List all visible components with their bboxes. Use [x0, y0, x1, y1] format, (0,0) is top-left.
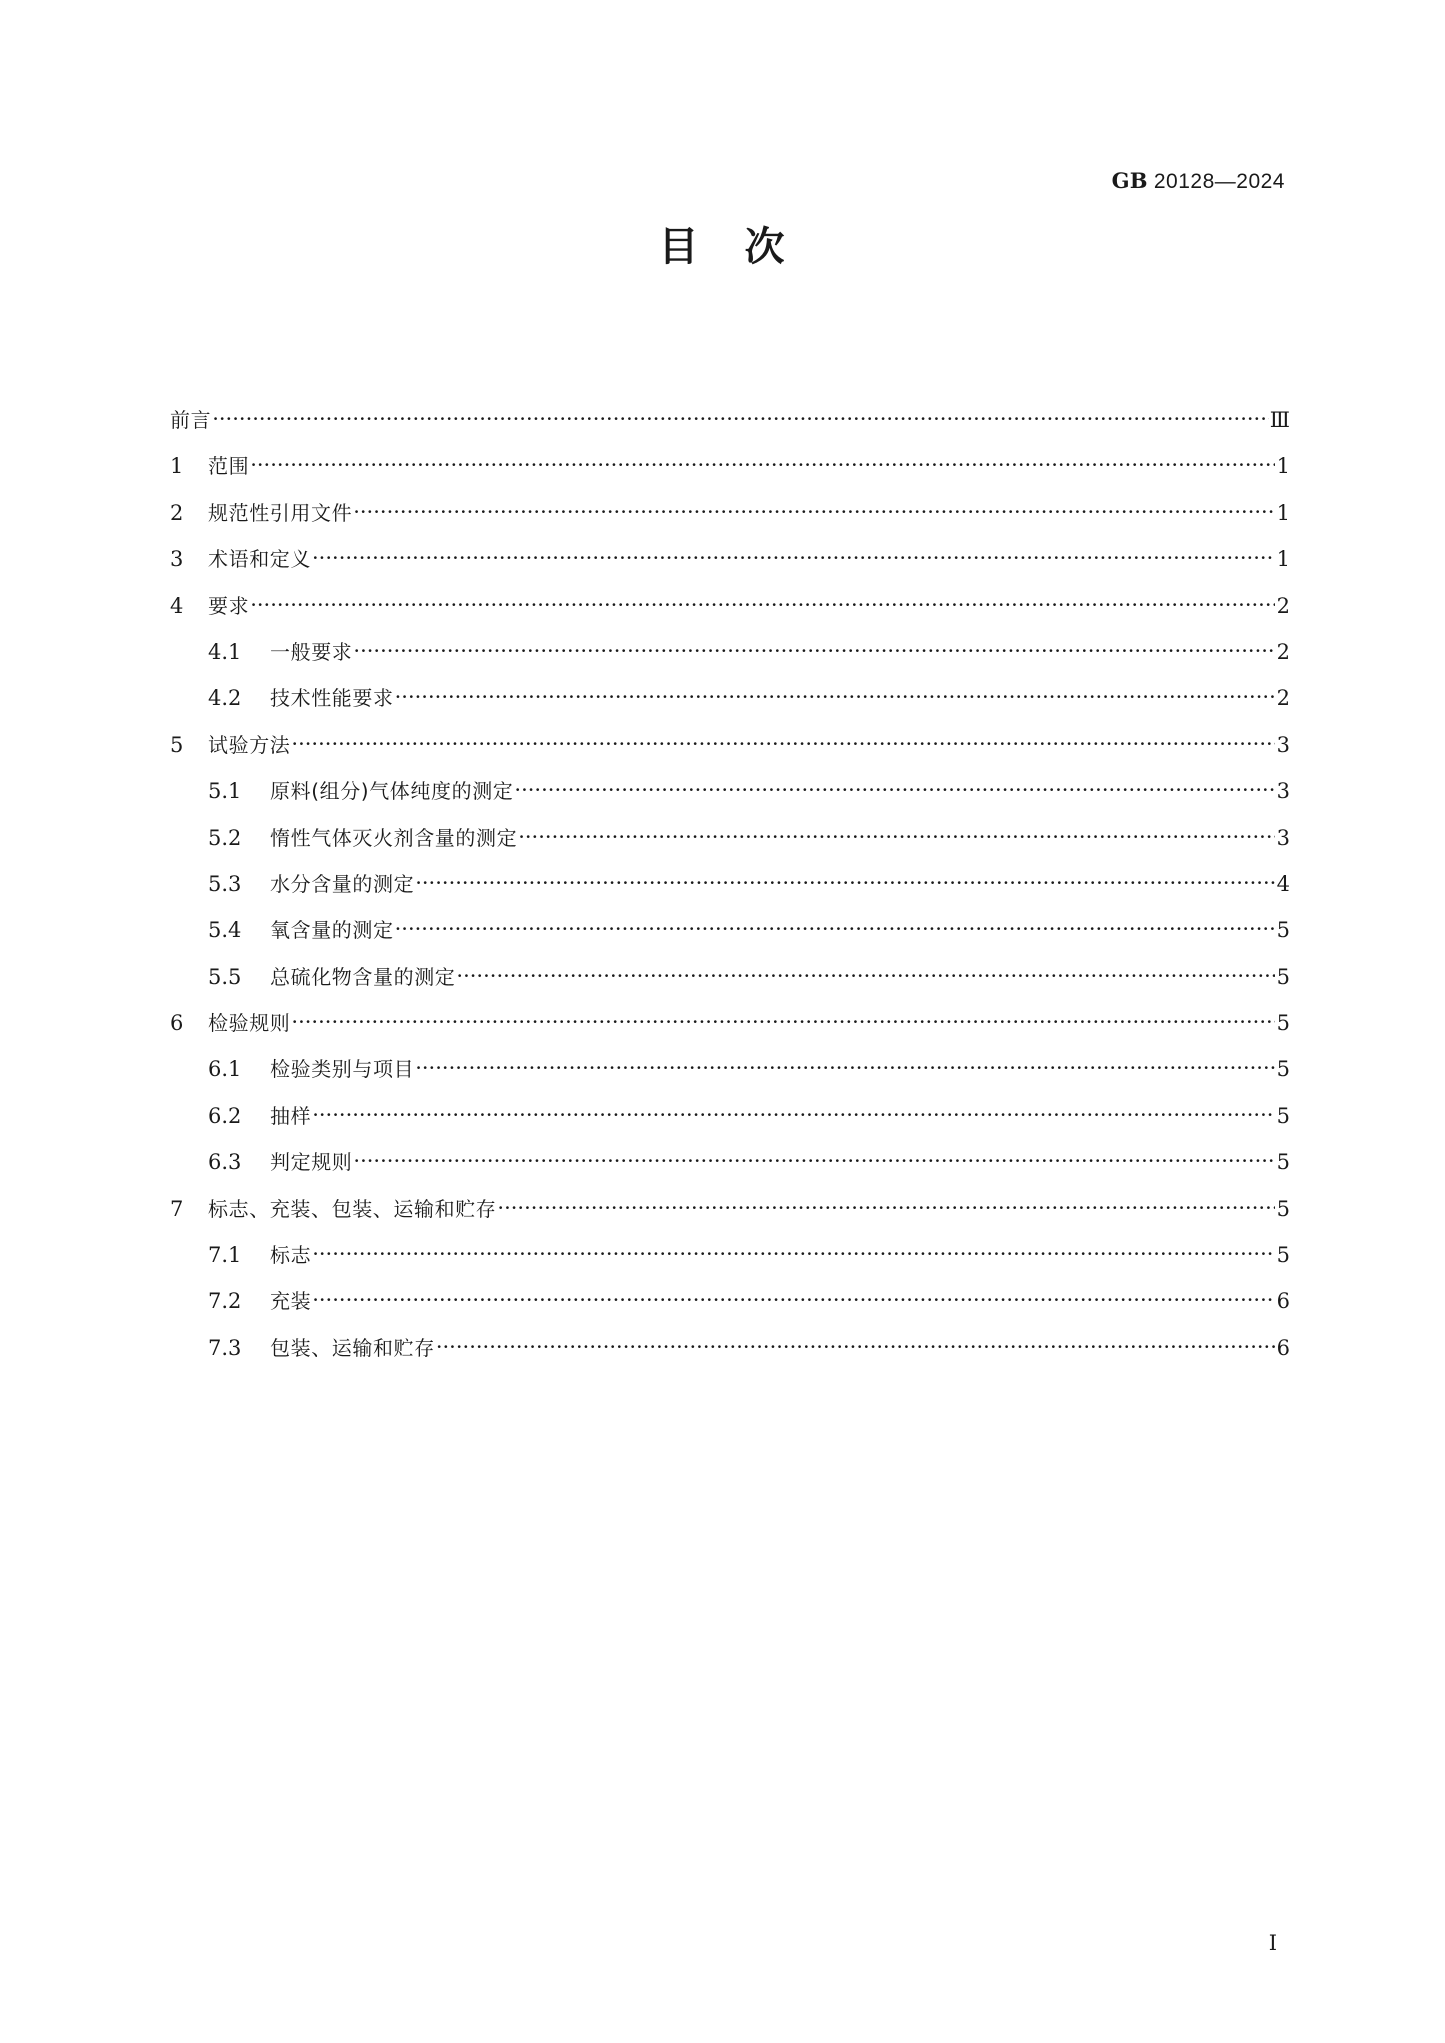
toc-entry-number: 5.4 [208, 918, 242, 943]
table-of-contents [170, 404, 1290, 1378]
toc-entry-page-number: 5 [1276, 1057, 1290, 1082]
toc-entry[interactable] [170, 914, 1290, 960]
running-header [0, 168, 1285, 194]
toc-entry-number: 7 [170, 1196, 184, 1221]
page-title [0, 215, 1445, 272]
toc-entry-label: 术语和定义 [208, 547, 311, 572]
toc-leader-dots [291, 1011, 1275, 1032]
footer-page-number: Ⅰ [1268, 1931, 1277, 1955]
toc-entry-label: 一般要求 [270, 639, 353, 664]
toc-leader-dots [395, 686, 1275, 707]
toc-entry[interactable] [170, 1285, 1290, 1331]
toc-entry-number: 6.3 [208, 1150, 242, 1175]
toc-leader-dots [212, 408, 1269, 429]
toc-entry[interactable] [170, 1007, 1290, 1053]
toc-entry-label: 充装 [270, 1289, 312, 1314]
toc-entry-page-number: 4 [1276, 871, 1290, 896]
toc-leader-dots [395, 918, 1275, 939]
toc-entry[interactable] [170, 404, 1290, 450]
toc-entry[interactable] [170, 775, 1290, 821]
toc-leader-dots [250, 454, 1275, 475]
toc-leader-dots [415, 1057, 1275, 1078]
toc-entry[interactable] [170, 961, 1290, 1007]
toc-leader-dots [514, 779, 1275, 800]
toc-entry-label: 试验方法 [208, 732, 291, 757]
toc-entry[interactable] [170, 1053, 1290, 1099]
toc-leader-dots [250, 594, 1275, 615]
toc-entry-page-number: 1 [1276, 547, 1290, 572]
toc-leader-dots [497, 1197, 1275, 1218]
toc-entry-page-number: 5 [1276, 1196, 1290, 1221]
toc-entry-page-number: 5 [1276, 964, 1290, 989]
toc-entry-label: 检验规则 [208, 1011, 291, 1036]
toc-entry-label: 判定规则 [270, 1150, 353, 1175]
toc-entry-number: 7.1 [208, 1243, 242, 1268]
toc-entry-page-number: 6 [1276, 1335, 1290, 1360]
page-title-char-2: 次 [744, 224, 787, 270]
toc-entry-number: 4 [170, 593, 184, 618]
toc-entry[interactable] [170, 729, 1290, 775]
toc-entry-number: 4.1 [208, 639, 242, 664]
toc-entry-page-number: 2 [1276, 593, 1290, 618]
toc-entry[interactable] [170, 590, 1290, 636]
toc-entry-label: 前言 [170, 408, 212, 432]
toc-entry-page-number: 1 [1276, 500, 1290, 525]
standard-code: GB [1111, 168, 1148, 193]
toc-entry-page-number: 2 [1276, 639, 1290, 664]
toc-entry[interactable] [170, 450, 1290, 496]
toc-entry-page-number: 3 [1276, 825, 1290, 850]
toc-entry[interactable] [170, 822, 1290, 868]
toc-entry[interactable] [170, 1193, 1290, 1239]
toc-entry-label: 原料(组分)气体纯度的测定 [270, 779, 514, 804]
toc-entry[interactable] [170, 1332, 1290, 1378]
toc-entry-number: 6.2 [208, 1103, 242, 1128]
toc-entry-number: 5.2 [208, 825, 242, 850]
toc-entry-page-number: Ⅲ [1269, 408, 1290, 432]
toc-entry[interactable] [170, 1100, 1290, 1146]
toc-entry-label: 总硫化物含量的测定 [270, 964, 456, 989]
toc-entry-page-number: 3 [1276, 779, 1290, 804]
page-title-char-1: 目 [658, 224, 701, 270]
toc-entry-label: 标志 [270, 1243, 312, 1268]
toc-entry[interactable] [170, 497, 1290, 543]
toc-entry-number: 7.3 [208, 1335, 242, 1360]
toc-entry-page-number: 5 [1276, 1011, 1290, 1036]
toc-leader-dots [415, 872, 1275, 893]
toc-entry[interactable] [170, 636, 1290, 682]
toc-entry[interactable] [170, 1239, 1290, 1285]
toc-entry-page-number: 1 [1276, 454, 1290, 479]
toc-entry-label: 范围 [208, 454, 250, 479]
toc-entry-label: 规范性引用文件 [208, 500, 353, 525]
toc-entry-label: 检验类别与项目 [270, 1057, 415, 1082]
toc-leader-dots [312, 1104, 1275, 1125]
page-footer [0, 1931, 1277, 1955]
toc-entry-page-number: 5 [1276, 918, 1290, 943]
toc-leader-dots [353, 501, 1275, 522]
toc-entry-label: 要求 [208, 593, 250, 618]
toc-entry-number: 5.1 [208, 779, 242, 804]
standard-number: 20128—2024 [1153, 170, 1285, 193]
toc-entry-number: 4.2 [208, 686, 242, 711]
toc-entry-page-number: 6 [1276, 1289, 1290, 1314]
toc-leader-dots [312, 547, 1275, 568]
toc-entry-number: 5.3 [208, 871, 242, 896]
toc-leader-dots [518, 826, 1275, 847]
toc-entry[interactable] [170, 868, 1290, 914]
toc-entry-label: 包装、运输和贮存 [270, 1335, 435, 1360]
toc-entry-label: 水分含量的测定 [270, 871, 415, 896]
toc-entry[interactable] [170, 543, 1290, 589]
toc-entry-page-number: 5 [1276, 1243, 1290, 1268]
toc-entry[interactable] [170, 682, 1290, 728]
toc-entry-number: 3 [170, 547, 184, 572]
toc-entry-label: 技术性能要求 [270, 686, 394, 711]
toc-entry-number: 6 [170, 1011, 184, 1036]
toc-leader-dots [312, 1243, 1275, 1264]
toc-leader-dots [353, 1150, 1275, 1171]
toc-entry-number: 1 [170, 454, 184, 479]
toc-leader-dots [353, 640, 1275, 661]
toc-entry-page-number: 5 [1276, 1103, 1290, 1128]
toc-entry-number: 2 [170, 500, 184, 525]
toc-leader-dots [436, 1336, 1275, 1357]
toc-entry-page-number: 2 [1276, 686, 1290, 711]
toc-entry-label: 标志、充装、包装、运输和贮存 [208, 1196, 497, 1221]
toc-entry-number: 7.2 [208, 1289, 242, 1314]
toc-entry-label: 氧含量的测定 [270, 918, 394, 943]
toc-entry-number: 5.5 [208, 964, 242, 989]
toc-entry-number: 6.1 [208, 1057, 242, 1082]
toc-entry-label: 惰性气体灭火剂含量的测定 [270, 825, 518, 850]
toc-entry-page-number: 3 [1276, 732, 1290, 757]
toc-entry-page-number: 5 [1276, 1150, 1290, 1175]
toc-entry-number: 5 [170, 732, 184, 757]
toc-entry-label: 抽样 [270, 1103, 312, 1128]
toc-leader-dots [291, 733, 1275, 754]
toc-leader-dots [456, 965, 1275, 986]
toc-leader-dots [312, 1289, 1275, 1310]
toc-entry[interactable] [170, 1146, 1290, 1192]
